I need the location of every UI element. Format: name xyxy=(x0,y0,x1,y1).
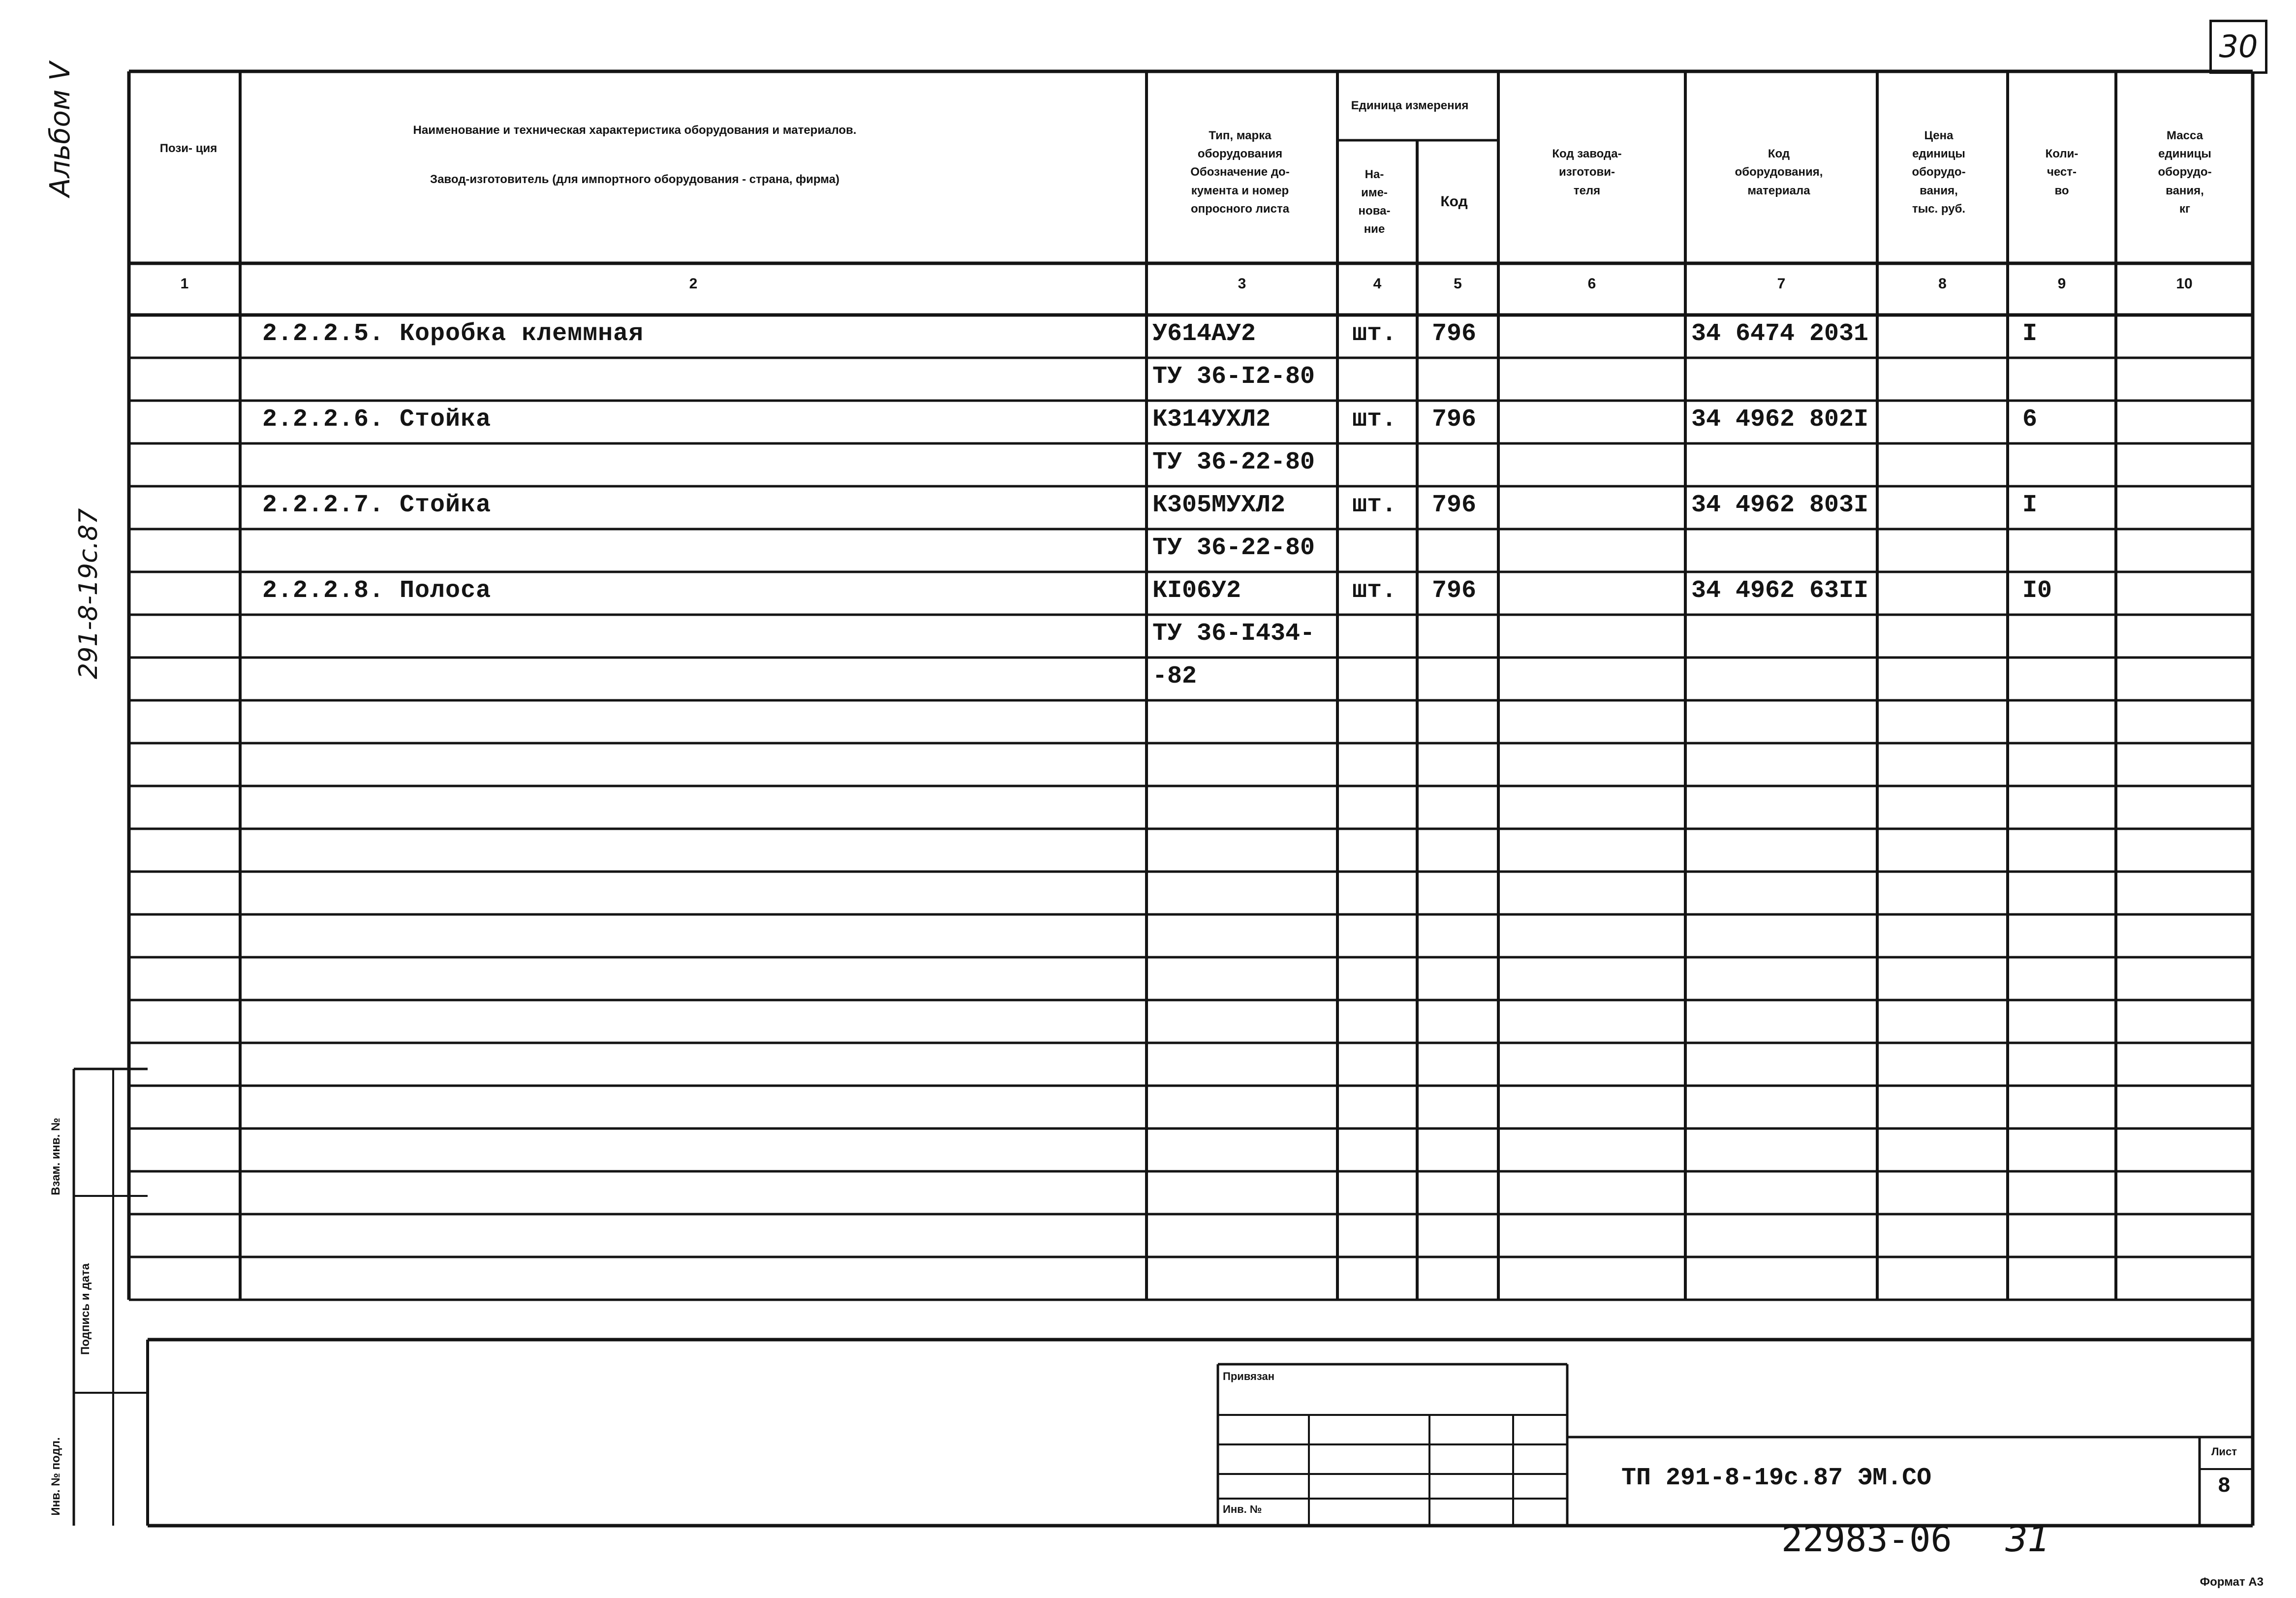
sheet-number: 8 xyxy=(2217,1474,2231,1499)
header-factory-code-l2: изготови- xyxy=(1558,165,1615,179)
header-mass-l3: оборудо- xyxy=(2158,165,2212,179)
header-unit-name-l1: На- xyxy=(1365,167,1384,181)
item-type: ТУ 36-22-80 xyxy=(1152,534,1315,562)
header-type xyxy=(1147,84,1334,261)
item-type: КI06У2 xyxy=(1152,577,1241,605)
item-type: -82 xyxy=(1152,662,1197,690)
item-type: К314УХЛ2 xyxy=(1152,406,1271,434)
item-type: К305МУХЛ2 xyxy=(1152,491,1286,519)
left-stamp-vzam: Взам. инв. № xyxy=(49,1118,62,1195)
item-code: 34 6474 2031 xyxy=(1691,320,1869,348)
item-quantity: 6 xyxy=(2022,406,2038,434)
item-code: 34 4962 63II xyxy=(1691,577,1869,605)
header-name-line2: Завод-изготовитель (для импортного оборудования - страна, фирма) xyxy=(430,173,839,187)
item-type: ТУ 36-I2-80 xyxy=(1152,363,1315,391)
format-label: Формат А3 xyxy=(2200,1575,2264,1589)
header-mass xyxy=(2121,84,2249,261)
item-name: 2.2.2.7. Стойка xyxy=(262,491,492,519)
header-price-l1: Цена xyxy=(1924,129,1954,143)
column-number: 6 xyxy=(1587,276,1596,292)
column-number: 9 xyxy=(2057,276,2066,292)
header-mass-l5: кг xyxy=(2179,202,2190,216)
header-unit-name-l3: нова- xyxy=(1358,204,1391,218)
header-quantity-l1: Коли- xyxy=(2045,147,2079,161)
header-type-l4: кумента и номер xyxy=(1191,184,1289,197)
header-mass-l1: Масса xyxy=(2167,129,2203,143)
header-equipment-code-l1: Код xyxy=(1768,147,1790,161)
column-number: 7 xyxy=(1777,276,1786,292)
header-unit-name xyxy=(1337,145,1411,258)
header-unit-group: Единица измерения xyxy=(1351,99,1469,113)
column-number: 4 xyxy=(1373,276,1382,292)
album-label: Альбом V xyxy=(44,62,76,197)
header-unit-name-l2: име- xyxy=(1361,186,1388,199)
header-type-l5: опросного листа xyxy=(1190,202,1290,216)
header-position: Пози- ция xyxy=(159,142,217,156)
item-quantity: I0 xyxy=(2022,577,2052,605)
column-number: 3 xyxy=(1238,276,1246,292)
header-equipment-code-l3: материала xyxy=(1747,184,1810,197)
item-type: ТУ 36-22-80 xyxy=(1152,448,1315,476)
corner-page-number-box xyxy=(2209,20,2267,74)
item-unit-code: 796 xyxy=(1432,491,1477,519)
item-unit: шт. xyxy=(1352,577,1397,605)
item-unit-code: 796 xyxy=(1432,320,1477,348)
item-name: 2.2.2.8. Полоса xyxy=(262,577,492,605)
sheet-label: Лист xyxy=(2211,1445,2237,1458)
header-factory-code xyxy=(1498,84,1675,261)
item-name: 2.2.2.5. Коробка клеммная xyxy=(262,320,644,348)
header-unit-code: Код xyxy=(1440,193,1468,210)
column-number: 1 xyxy=(180,276,189,292)
column-number: 5 xyxy=(1454,276,1462,292)
header-equipment-code-l2: оборудования, xyxy=(1735,165,1823,179)
header-price-l2: единицы xyxy=(1912,147,1965,161)
archive-number: 22983-06 xyxy=(1781,1518,1952,1560)
item-quantity: I xyxy=(2022,320,2038,348)
header-price-l4: вания, xyxy=(1920,184,1958,197)
header-factory-code-l3: теля xyxy=(1573,184,1601,197)
item-unit-code: 796 xyxy=(1432,406,1477,434)
header-quantity-l2: чест- xyxy=(2047,165,2077,179)
project-side-label: 291-8-19с.87 xyxy=(74,508,103,679)
stamp-privyazan: Привязан xyxy=(1223,1370,1275,1382)
header-factory-code-l1: Код завода- xyxy=(1552,147,1622,161)
header-name-line1: Наименование и техническая характеристика оборудования и материалов. xyxy=(413,124,857,137)
header-mass-l4: вания, xyxy=(2166,184,2204,197)
left-stamp-inv-podl: Инв. № подл. xyxy=(49,1437,62,1516)
header-price-l5: тыс. руб. xyxy=(1912,202,1966,216)
document-designation: ТП 291-8-19с.87 ЭМ.СО xyxy=(1621,1464,1932,1492)
header-quantity-l3: во xyxy=(2054,184,2069,197)
item-unit: шт. xyxy=(1352,406,1397,434)
header-quantity xyxy=(2008,84,2116,261)
column-number: 2 xyxy=(689,276,698,292)
header-equipment-code xyxy=(1688,84,1870,261)
header-unit-name-l4: ние xyxy=(1364,222,1385,236)
item-unit: шт. xyxy=(1352,491,1397,519)
item-code: 34 4962 802I xyxy=(1691,406,1869,434)
item-unit: шт. xyxy=(1352,320,1397,348)
item-unit-code: 796 xyxy=(1432,577,1477,605)
stamp-inv: Инв. № xyxy=(1223,1503,1262,1516)
item-code: 34 4962 803I xyxy=(1691,491,1869,519)
item-type: У614АУ2 xyxy=(1152,320,1256,348)
column-number: 10 xyxy=(2176,276,2193,292)
archive-page: 31 xyxy=(2005,1518,2050,1560)
header-price-l3: оборудо- xyxy=(1912,165,1966,179)
item-name: 2.2.2.6. Стойка xyxy=(262,406,492,434)
header-price xyxy=(1877,84,2000,261)
header-type-l3: Обозначение до- xyxy=(1190,165,1290,179)
item-quantity: I xyxy=(2022,491,2038,519)
header-type-l1: Тип, марка xyxy=(1209,129,1272,143)
corner-page-number: 30 xyxy=(2219,29,2258,64)
left-stamp-podpis: Подпись и дата xyxy=(79,1263,92,1355)
column-number: 8 xyxy=(1938,276,1947,292)
header-type-l2: оборудования xyxy=(1197,147,1283,161)
header-mass-l2: единицы xyxy=(2158,147,2211,161)
item-type: ТУ 36-I434- xyxy=(1152,620,1315,648)
